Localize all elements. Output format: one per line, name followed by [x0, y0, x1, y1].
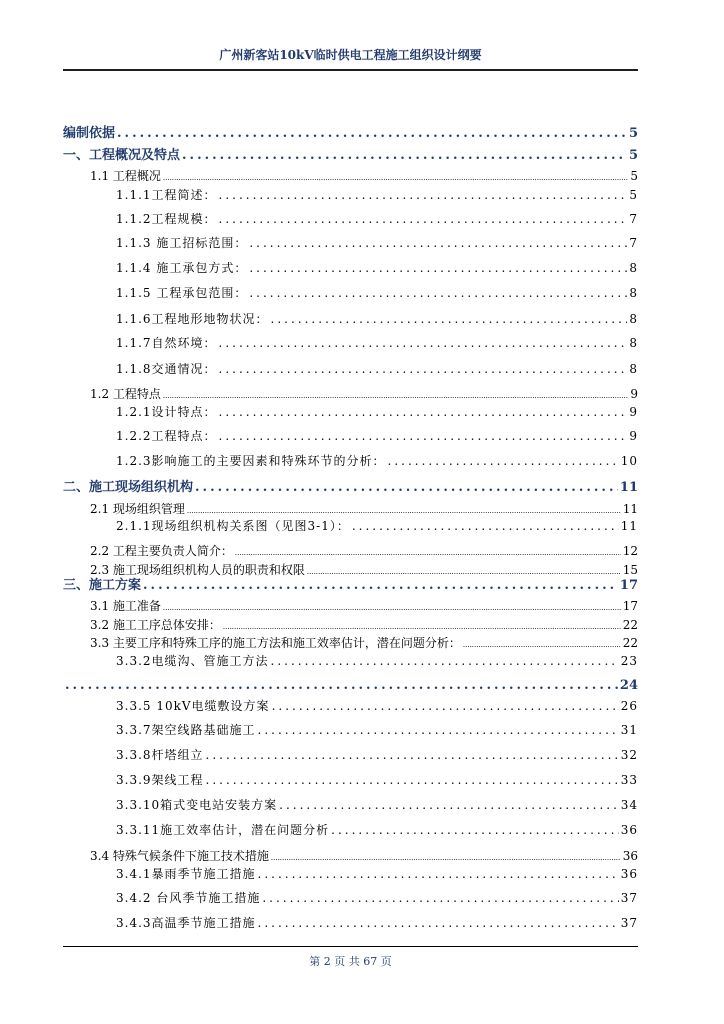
toc-entry[interactable]: [116, 866, 638, 882]
toc-entry-title: 1.1.6工程地形地物状况：: [116, 312, 269, 326]
toc-entry-page: 8: [629, 286, 638, 300]
toc-entry-page: 22: [622, 618, 638, 632]
toc-leader-dots: [249, 260, 627, 276]
toc-leader-dots: [163, 170, 628, 186]
toc-leader-dots: [262, 890, 618, 906]
toc-entry[interactable]: [116, 822, 638, 838]
toc-entry[interactable]: [116, 797, 638, 813]
toc-leader-dots: [195, 480, 618, 496]
toc-entry-title: 1.2.2工程特点：: [116, 429, 217, 443]
toc-entry-page: 17: [622, 599, 638, 613]
toc-entry[interactable]: [116, 187, 638, 203]
toc-entry-title: 3.3 主要工序和特殊工序的施工方法和施工效率估计，潜在问题分析：: [90, 636, 461, 650]
toc-entry-page: 37: [620, 891, 638, 905]
toc-entry-title: 3.4.2 台风季节施工措施: [116, 891, 261, 905]
toc-entry[interactable]: [116, 361, 638, 377]
toc-entry-title: 一、工程概况及特点: [63, 148, 181, 163]
toc-entry-title: 1.2.3影响施工的主要因素和特殊环节的分析：: [116, 454, 386, 468]
toc-entry[interactable]: [63, 678, 638, 694]
toc-entry[interactable]: [63, 578, 638, 594]
toc-entry[interactable]: [90, 617, 638, 635]
toc-entry-page: 5: [629, 188, 638, 202]
toc-leader-dots: [117, 126, 627, 142]
toc-entry-page: 9: [629, 429, 638, 443]
toc-entry-title: 3.3.9架线工程: [116, 773, 204, 787]
toc-leader-dots: [206, 747, 619, 763]
toc-entry-page: 32: [620, 748, 638, 762]
toc-entry-page: 26: [620, 699, 638, 713]
toc-entry-page: 31: [620, 723, 638, 737]
toc-entry-page: 8: [629, 261, 638, 275]
toc-entry-page: 8: [629, 362, 638, 376]
toc-entry[interactable]: [116, 653, 638, 669]
toc-entry-page: 8: [629, 336, 638, 350]
toc-entry-page: 33: [620, 773, 638, 787]
toc-entry-page: 24: [619, 678, 638, 693]
toc-leader-dots: [258, 915, 619, 931]
toc-entry-page: 11: [620, 519, 638, 533]
toc-entry-title: 2.3 施工现场组织机构人员的职责和权限: [90, 563, 305, 577]
toc-entry-page: 10: [620, 454, 638, 468]
toc-entry-title: 1.1.7自然环境：: [116, 336, 217, 350]
toc-entry[interactable]: [116, 772, 638, 788]
toc-leader-dots: [279, 797, 619, 813]
toc-entry-title: 2.2 工程主要负责人简介：: [90, 544, 233, 558]
toc-entry-page: 5: [630, 169, 638, 183]
toc-entry-page: 11: [619, 480, 638, 495]
toc-leader-dots: [352, 518, 619, 534]
toc-leader-dots: [463, 637, 621, 653]
toc-entry-page: 36: [622, 849, 638, 863]
toc-entry-title: 1.2 工程特点: [90, 387, 161, 401]
toc-leader-dots: [206, 772, 619, 788]
toc-leader-dots: [219, 187, 628, 203]
toc-entry[interactable]: [63, 126, 638, 142]
toc-leader-dots: [331, 822, 619, 838]
toc-entry[interactable]: [116, 890, 638, 906]
toc-entry[interactable]: [90, 598, 638, 616]
toc-entry-page: 23: [620, 654, 638, 668]
toc-entry[interactable]: [116, 311, 638, 327]
toc-entry[interactable]: [116, 453, 638, 469]
toc-leader-dots: [388, 453, 619, 469]
toc-leader-dots: [249, 285, 627, 301]
toc-entry-page: 36: [620, 867, 638, 881]
toc-entry-title: 3.4 特殊气候条件下施工技术措施: [90, 849, 269, 863]
toc-entry[interactable]: [116, 518, 638, 534]
toc-leader-dots: [223, 619, 621, 635]
toc-entry[interactable]: [63, 148, 638, 164]
toc-entry-page: 8: [629, 312, 638, 326]
toc-entry-title: 1.1.8交通情况：: [116, 362, 217, 376]
toc-entry-title: 3.3.10箱式变电站安装方案: [116, 798, 278, 812]
toc-leader-dots: [143, 578, 618, 594]
toc-entry-page: 9: [629, 405, 638, 419]
toc-entry-page: 7: [629, 236, 638, 250]
toc-entry-title: 3.3.8杆塔组立: [116, 748, 204, 762]
toc-entry-title: 3.4.3高温季节施工措施: [116, 916, 256, 930]
toc-leader-dots: [271, 850, 621, 866]
toc-entry[interactable]: [90, 543, 638, 561]
toc-entry-title: 二、施工现场组织机构: [63, 480, 194, 495]
toc-entry-title: 1.1.5 工程承包范围：: [116, 286, 248, 300]
toc-entry[interactable]: [116, 747, 638, 763]
toc-leader-dots: [258, 866, 619, 882]
toc-leader-dots: [271, 653, 619, 669]
toc-leader-dots: [258, 722, 619, 738]
toc-leader-dots: [272, 698, 619, 714]
toc-leader-dots: [249, 235, 627, 251]
toc-entry[interactable]: [116, 698, 638, 714]
toc-leader-dots: [187, 503, 621, 519]
footer-divider: [63, 946, 638, 947]
toc-entry-page: 5: [628, 126, 638, 141]
toc-entry[interactable]: [116, 915, 638, 931]
toc-entry-title: 编制依据: [63, 126, 116, 141]
toc-entry[interactable]: [116, 722, 638, 738]
document-title: 广州新客站10kV临时供电工程施工组织设计纲要: [219, 48, 482, 62]
toc-leader-dots: [163, 388, 628, 404]
toc-entry[interactable]: [116, 260, 638, 276]
toc-entry-title: 3.2 施工工序总体安排：: [90, 618, 221, 632]
toc-entry-page: 11: [622, 502, 638, 516]
toc-entry-title: 1.2.1设计特点：: [116, 405, 217, 419]
toc-entry-page: 7: [629, 212, 638, 226]
toc-entry-title: 三、施工方案: [63, 578, 142, 593]
toc-entry-page: 9: [630, 387, 638, 401]
toc-entry[interactable]: [90, 848, 638, 866]
toc-entry[interactable]: [116, 235, 638, 251]
toc-leader-dots: [219, 428, 628, 444]
toc-entry-title: 2.1 现场组织管理: [90, 502, 185, 516]
toc-entry-page: 37: [620, 916, 638, 930]
toc-entry-title: 3.3.2电缆沟、管施工方法: [116, 654, 269, 668]
toc-leader-dots: [219, 335, 628, 351]
toc-entry-page: 17: [619, 578, 638, 593]
toc-entry-title: 2.1.1现场组织机构关系图（见图3-1）：: [116, 519, 350, 533]
toc-leader-dots: [182, 148, 627, 164]
page-number: 第 2 页 共 67 页: [309, 955, 392, 968]
toc-entry-title: 3.3.11施工效率估计，潜在问题分析: [116, 823, 330, 837]
toc-entry-title: 1.1.3 施工招标范围：: [116, 236, 248, 250]
toc-entry-page: 12: [622, 544, 638, 558]
toc-entry[interactable]: [116, 211, 638, 227]
toc-entry-title: 1.1.4 施工承包方式：: [116, 261, 248, 275]
toc-entry[interactable]: [116, 335, 638, 351]
toc-leader-dots: [219, 404, 628, 420]
toc-entry-title: 3.3.5 10kV电缆敷设方案: [116, 699, 270, 713]
toc-entry-title: 3.1 施工准备: [90, 599, 161, 613]
toc-entry-page: 22: [622, 636, 638, 650]
toc-entry-title: 3.3.7架空线路基础施工: [116, 723, 256, 737]
toc-leader-dots: [235, 545, 621, 561]
toc-leader-dots: [65, 678, 618, 694]
toc-leader-dots: [271, 311, 628, 327]
toc-entry[interactable]: [90, 386, 638, 404]
toc-entry-page: 5: [628, 148, 638, 163]
toc-entry[interactable]: [116, 404, 638, 420]
toc-entry[interactable]: [116, 428, 638, 444]
toc-entry[interactable]: [63, 480, 638, 496]
toc-entry-title: 1.1.2工程规模：: [116, 212, 217, 226]
toc-leader-dots: [163, 600, 621, 616]
toc-leader-dots: [219, 361, 628, 377]
toc-entry[interactable]: [116, 285, 638, 301]
toc-entry-page: 34: [620, 798, 638, 812]
toc-entry-title: 3.4.1暴雨季节施工措施: [116, 867, 256, 881]
toc-entry-title: 1.1 工程概况: [90, 169, 161, 183]
toc-entry-title: 1.1.1工程简述：: [116, 188, 217, 202]
toc-leader-dots: [219, 211, 628, 227]
toc-entry[interactable]: [90, 168, 638, 186]
toc-entry[interactable]: [90, 635, 638, 653]
toc-entry[interactable]: [90, 501, 638, 519]
toc-entry-page: 15: [622, 563, 638, 577]
toc-entry-page: 36: [620, 823, 638, 837]
